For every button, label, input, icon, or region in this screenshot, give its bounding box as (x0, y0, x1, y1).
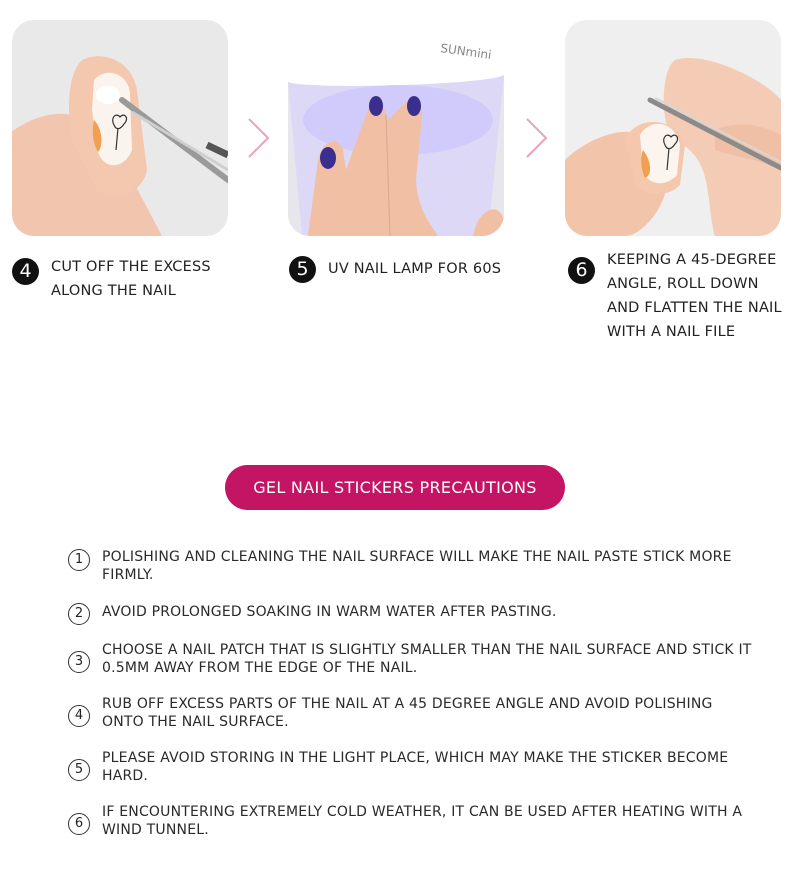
step-description: CUT OFF THE EXCESS ALONG THE NAIL (51, 259, 211, 299)
arrow-right-icon (524, 116, 550, 160)
list-item (68, 548, 758, 584)
circled-number: 5 (68, 759, 90, 781)
circled-number: 2 (68, 603, 90, 625)
precaution-text: AVOID PROLONGED SOAKING IN WARM WATER AFTER PASTING. (102, 604, 557, 620)
uv-lamp-image (288, 20, 504, 236)
precautions-title: GEL NAIL STICKERS PRECAUTIONS (225, 465, 565, 510)
lamp-brand-label: SUNmini (439, 41, 493, 63)
circled-number: 1 (68, 549, 90, 571)
list-item (68, 695, 758, 731)
step-number-badge: 4 (12, 258, 39, 285)
step-5-photo (288, 20, 504, 236)
list-item (68, 749, 758, 785)
step-4-caption (12, 255, 221, 303)
circled-number: 6 (68, 813, 90, 835)
step-number-badge: 5 (289, 256, 316, 283)
precaution-text: POLISHING AND CLEANING THE NAIL SURFACE WILL MAKE THE NAIL PASTE STICK MORE FIRMLY. (102, 549, 732, 583)
step-description: KEEPING A 45-DEGREE ANGLE, ROLL DOWN AND FLATTEN THE NAIL WITH A NAIL FILE (607, 252, 782, 340)
step-5-caption (289, 256, 501, 283)
list-item (68, 641, 758, 677)
precaution-text: RUB OFF EXCESS PARTS OF THE NAIL AT A 45 DEGREE ANGLE AND AVOID POLISHING ONTO THE NAIL SURFACE. (102, 696, 713, 730)
nail-file-image (565, 20, 781, 236)
circled-number: 3 (68, 651, 90, 673)
scissors-cut-nail-image (12, 20, 228, 236)
step-6-caption (568, 248, 787, 344)
step-description: UV NAIL LAMP FOR 60S (328, 261, 502, 277)
precaution-text: CHOOSE A NAIL PATCH THAT IS SLIGHTLY SMALLER THAN THE NAIL SURFACE AND STICK IT 0.5MM AWAY FROM THE EDGE OF THE NAIL. (102, 642, 752, 676)
step-6-photo (565, 20, 781, 236)
arrow-right-icon (246, 116, 272, 160)
precaution-text: PLEASE AVOID STORING IN THE LIGHT PLACE, WHICH MAY MAKE THE STICKER BECOME HARD. (102, 750, 729, 784)
list-item (68, 803, 758, 839)
precaution-text: IF ENCOUNTERING EXTREMELY COLD WEATHER, IT CAN BE USED AFTER HEATING WITH A WIND TUNNEL. (102, 804, 743, 838)
circled-number: 4 (68, 705, 90, 727)
step-4-photo (12, 20, 228, 236)
step-number-badge: 6 (568, 257, 595, 284)
list-item (68, 603, 758, 625)
